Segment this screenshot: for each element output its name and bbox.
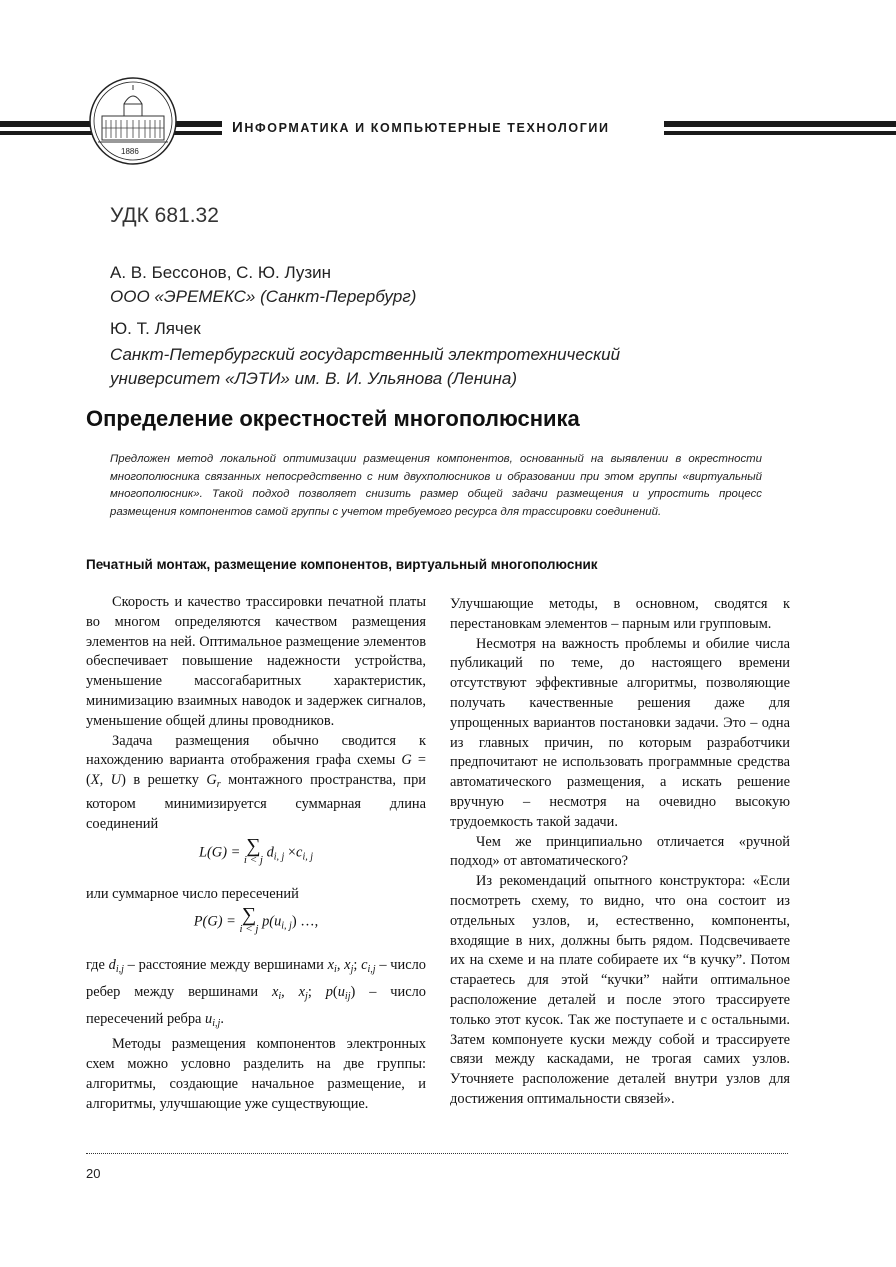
journal-title-initial: И: [232, 119, 245, 136]
udk-code: УДК 681.32: [110, 204, 219, 227]
paragraph: где $d_{i,j}$ – расстояние между вершинами $x_i$, $x_j$; $c_{i,j}$ – число ребер между вершинами $x_i$, $x_j$; $p(u_{ij})$ – число пересечений ребра $u_{i,j}$.: [86, 957, 426, 1030]
journal-section-title: [232, 119, 610, 136]
formula-total-length: L(G) = ∑ i < j $d_{i, j} \times c_{i, j}$: [199, 834, 313, 866]
paragraph: Скорость и качество трассировки печатной платы во многом определяются качеством размещения элементов на ней. Оптимальное размещение элементов обеспечивает повышение надежности устройства, уменьшение массогабаритных характеристик, минимизацию взаимных наводок и задержек сигналов, уменьшение общей длины проводников.: [86, 594, 426, 729]
formula-crossings: P(G) = ∑ i < j $p(u_{i, j})$ …,: [193, 904, 319, 936]
affiliation-2: Санкт-Петербургский государственный электротехнический университет «ЛЭТИ» им. В. И. Ульянова (Ленина): [110, 345, 621, 388]
body-column-left: [86, 593, 426, 1115]
university-seal-logo: [88, 76, 178, 166]
paragraph: Методы размещения компонентов электронных схем можно условно разделить на две группы: алгоритмы, создающие начальное размещение, и алгоритмы, улучшающие уже существующие.: [86, 1036, 426, 1112]
body-column-right: [450, 595, 790, 1110]
paragraph: Чем же принципиально отличается «ручной подход» от автоматического?: [450, 833, 790, 870]
affiliation-1: ООО «ЭРЕМЕКС» (Санкт-Перербург): [110, 287, 417, 306]
paper-title: Определение окрестностей многополюсника: [86, 406, 580, 431]
page-number: 20: [86, 1166, 101, 1181]
header-rule-right: [664, 121, 896, 138]
paragraph: Улучшающие методы, в основном, сводятся к перестановкам элементов – парным или групповым.: [450, 596, 790, 632]
authors-group-1: А. В. Бессонов, С. Ю. Лузин: [110, 263, 332, 282]
footer-dotted-rule: [86, 1153, 788, 1154]
paragraph: Несмотря на важность проблемы и обилие числа публикаций по теме, до настоящего времени отсутствуют эффективные алгоритмы, позволяющие получать качественные решения даже для упрощенных вариантов постановки задачи. Это – одна из главных причин, по которым разработчики предпочитают не использовать программные средства автоматического размещения, а искать решение вручную – несмотря на очевидно высокую трудоемкость такой задачи.: [450, 635, 790, 830]
authors-group-2: Ю. Т. Лячек: [110, 319, 201, 338]
journal-title-rest: НФОРМАТИКА И КОМПЬЮТЕРНЫЕ ТЕХНОЛОГИИ: [244, 121, 610, 135]
seal-year: 1886: [121, 147, 139, 156]
paragraph: Задача размещения обычно сводится к нахождению варианта отображения графа схемы G = (X, U) в решетку $G_r$ монтажного пространства, при котором минимизируется суммарная длина соединений: [86, 732, 426, 832]
abstract: Предложен метод локальной оптимизации размещения компонентов, основанный на выявлении в окрестности многополюсника связанных непосредственно с ним двухполюсников и образовании при этом группы «виртуальный многополюсник». Такой подход позволяет снизить размер общей задачи размещения и упростить процесс размещения компонентов самой группы с учетом требуемого ресурса для трассировки соединений.: [110, 453, 762, 518]
paragraph: или суммарное число пересечений: [86, 885, 299, 902]
paragraph: Из рекомендаций опытного конструктора: «Если посмотреть схему, то видно, что она состоит из отдельных узлов, и, естественно, компоненты, входящие в них, должны быть рядом. Подсвечиваете их на схеме и на плате собираете их “в кучку”. Потом стараетесь для этой “кучки” найти оптимальное расположение деталей и после этого трассируете только этот кусок. Так же поступаете и с остальными. Затем компонуете куски между собой и трассируете связи между каскадами, не трогая самих узлов. Уточняете расположение деталей внутри узлов для достижения оптимальности связей».: [450, 873, 790, 1107]
keywords: Печатный монтаж, размещение компонентов, виртуальный многополюсник: [86, 557, 598, 572]
